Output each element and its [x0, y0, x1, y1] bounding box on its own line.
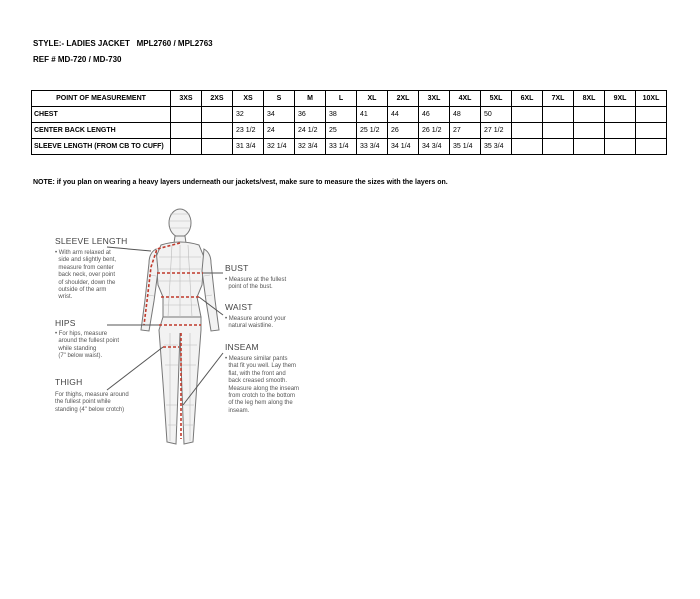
- table-header-row: [32, 91, 667, 107]
- table-cell: 27 1/2: [481, 123, 512, 139]
- table-cell: 26 1/2: [419, 123, 450, 139]
- table-cell: 33 1/4: [326, 139, 357, 155]
- style-title: STYLE:- LADIES JACKET MPL2760 / MPL2763: [33, 39, 213, 48]
- table-cell: 24: [264, 123, 295, 139]
- table-cell: [512, 107, 543, 123]
- table-cell: [512, 123, 543, 139]
- table-cell: [171, 123, 202, 139]
- waist-heading: WAIST: [225, 302, 253, 312]
- layering-note: NOTE: if you plan on wearing a heavy layers underneath our jackets/vest, make sure to measure the sizes with the layers on.: [33, 179, 448, 186]
- inseam-instructions: • Measure similar pants that fit you well. Lay them flat, with the front and back creased smooth. Measure along the inseam from crotch to the bottom of the leg hem along the inseam.: [225, 356, 300, 414]
- column-header: 4XL: [450, 91, 481, 107]
- table-cell: [605, 123, 636, 139]
- reference-number: REF # MD-720 / MD-730: [33, 55, 122, 64]
- column-header: L: [326, 91, 357, 107]
- measurement-label: SLEEVE LENGTH (FROM CB TO CUFF): [32, 139, 171, 155]
- table-cell: [636, 139, 667, 155]
- table-cell: 32 1/4: [264, 139, 295, 155]
- table-cell: 35 1/4: [450, 139, 481, 155]
- waist-instructions: • Measure around your natural waistline.: [225, 316, 286, 330]
- inseam-heading: INSEAM: [225, 342, 259, 352]
- hips-instructions: • For hips, measure around the fullest point while standing (7" below waist).: [55, 331, 120, 360]
- sleeve-length-heading: SLEEVE LENGTH: [55, 236, 128, 246]
- table-cell: 32 3/4: [295, 139, 326, 155]
- column-header: 3XS: [171, 91, 202, 107]
- table-cell: 26: [388, 123, 419, 139]
- table-cell: 24 1/2: [295, 123, 326, 139]
- bust-instructions: • Measure at the fullest point of the bust.: [225, 277, 287, 291]
- table-cell: [543, 139, 574, 155]
- table-cell: 34 3/4: [419, 139, 450, 155]
- table-cell: [202, 139, 233, 155]
- table-cell: [512, 139, 543, 155]
- table-cell: [543, 107, 574, 123]
- table-cell: [605, 139, 636, 155]
- table-cell: 41: [357, 107, 388, 123]
- table-row: [32, 139, 667, 155]
- table-cell: 25 1/2: [357, 123, 388, 139]
- column-header: 5XL: [481, 91, 512, 107]
- thigh-heading: THIGH: [55, 377, 83, 387]
- table-cell: 46: [419, 107, 450, 123]
- table-cell: [171, 139, 202, 155]
- table-cell: 35 3/4: [481, 139, 512, 155]
- hips-heading: HIPS: [55, 318, 76, 328]
- column-header: XL: [357, 91, 388, 107]
- table-row: [32, 107, 667, 123]
- sleeve-length-instructions: • With arm relaxed at side and slightly bent, measure from center back neck, over point of shoulder, down the outside of the arm wrist.: [55, 250, 117, 301]
- column-header: 2XL: [388, 91, 419, 107]
- column-header: M: [295, 91, 326, 107]
- column-header: XS: [233, 91, 264, 107]
- table-cell: [605, 107, 636, 123]
- table-cell: 33 3/4: [357, 139, 388, 155]
- table-cell: [574, 123, 605, 139]
- column-header: POINT OF MEASUREMENT: [32, 91, 171, 107]
- table-cell: 38: [326, 107, 357, 123]
- table-cell: 50: [481, 107, 512, 123]
- column-header: 7XL: [543, 91, 574, 107]
- table-row: [32, 123, 667, 139]
- column-header: 6XL: [512, 91, 543, 107]
- table-cell: 23 1/2: [233, 123, 264, 139]
- table-cell: 48: [450, 107, 481, 123]
- table-cell: 27: [450, 123, 481, 139]
- table-cell: [171, 107, 202, 123]
- table-cell: [543, 123, 574, 139]
- table-cell: [636, 123, 667, 139]
- table-cell: [202, 107, 233, 123]
- column-header: 9XL: [605, 91, 636, 107]
- body-silhouette: [141, 209, 219, 444]
- table-cell: 36: [295, 107, 326, 123]
- size-chart-table: [31, 90, 667, 155]
- column-header: 2XS: [202, 91, 233, 107]
- measurement-label: CENTER BACK LENGTH: [32, 123, 171, 139]
- column-header: 8XL: [574, 91, 605, 107]
- measurement-guide: [45, 205, 315, 465]
- table-cell: 34 1/4: [388, 139, 419, 155]
- thigh-instructions: For thighs, measure around the fullest point while standing (4" below crotch): [55, 392, 129, 413]
- table-cell: [574, 139, 605, 155]
- column-header: S: [264, 91, 295, 107]
- table-cell: 44: [388, 107, 419, 123]
- table-cell: [202, 123, 233, 139]
- measurement-label: CHEST: [32, 107, 171, 123]
- table-cell: 25: [326, 123, 357, 139]
- table-cell: 34: [264, 107, 295, 123]
- table-cell: [574, 107, 605, 123]
- bust-heading: BUST: [225, 263, 249, 273]
- table-cell: 31 3/4: [233, 139, 264, 155]
- table-cell: 32: [233, 107, 264, 123]
- table-cell: [636, 107, 667, 123]
- column-header: 3XL: [419, 91, 450, 107]
- column-header: 10XL: [636, 91, 667, 107]
